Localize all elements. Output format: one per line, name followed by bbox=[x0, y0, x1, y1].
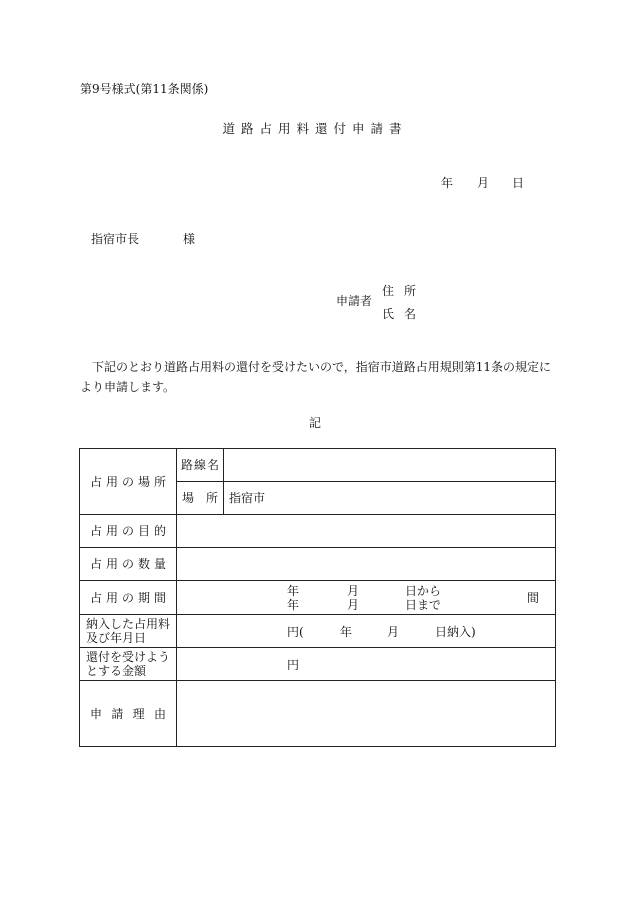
table-row-period bbox=[80, 581, 556, 615]
addressee-name: 指宿市長 bbox=[91, 232, 140, 246]
reason-value[interactable] bbox=[177, 681, 556, 747]
table-row-refund bbox=[80, 648, 556, 681]
paid-label bbox=[80, 615, 177, 648]
route-name-value[interactable] bbox=[224, 449, 556, 482]
applicant-address-label: 住所 bbox=[382, 284, 427, 298]
period-label: 占用の期間 bbox=[80, 581, 177, 615]
location-label: 占用の場所 bbox=[80, 449, 177, 515]
applicant-label: 申請者 bbox=[336, 294, 373, 308]
paid-month-label: 月 bbox=[387, 625, 400, 639]
applicant-name-label: 氏名 bbox=[382, 307, 427, 321]
reason-label: 申請理由 bbox=[80, 681, 177, 747]
application-table bbox=[79, 448, 556, 747]
document-title: 道路占用料還付申請書 bbox=[222, 121, 408, 136]
period-end-month: 月 bbox=[347, 598, 360, 612]
refund-yen-label: 円 bbox=[287, 658, 300, 672]
refund-label bbox=[80, 648, 177, 681]
period-value[interactable] bbox=[177, 581, 556, 615]
period-duration-label: 間 bbox=[527, 591, 540, 605]
paid-year-label: 年 bbox=[340, 625, 353, 639]
period-from-label: 日から bbox=[405, 584, 442, 598]
date-month-label: 月 bbox=[477, 176, 490, 190]
quantity-value[interactable] bbox=[177, 548, 556, 581]
form-number: 第9号様式(第11条関係) bbox=[80, 82, 209, 96]
period-start-month: 月 bbox=[347, 584, 360, 598]
place-label: 場所 bbox=[177, 482, 224, 515]
period-until-label: 日まで bbox=[405, 598, 442, 612]
paid-yen-label: 円( bbox=[287, 625, 304, 639]
place-value[interactable]: 指宿市 bbox=[224, 482, 556, 515]
purpose-value[interactable] bbox=[177, 515, 556, 548]
date-day-label: 日 bbox=[512, 176, 525, 190]
paid-label-line1: 納入した占用料 bbox=[86, 617, 171, 631]
addressee-honorific: 様 bbox=[183, 232, 196, 246]
quantity-label: 占用の数量 bbox=[80, 548, 177, 581]
ki-heading: 記 bbox=[308, 416, 321, 430]
table-row-purpose bbox=[80, 515, 556, 548]
refund-value[interactable] bbox=[177, 648, 556, 681]
refund-label-line2: とする金額 bbox=[86, 664, 147, 678]
period-start-year: 年 bbox=[287, 584, 300, 598]
paid-day-label: 日納入) bbox=[435, 625, 476, 639]
period-end-year: 年 bbox=[287, 598, 300, 612]
table-row-route bbox=[80, 449, 556, 482]
paid-value[interactable] bbox=[177, 615, 556, 648]
table-row-paid bbox=[80, 615, 556, 648]
date-year-label: 年 bbox=[441, 176, 454, 190]
refund-label-line1: 還付を受けよう bbox=[86, 650, 171, 664]
purpose-label: 占用の目的 bbox=[80, 515, 177, 548]
table-row-reason bbox=[80, 681, 556, 747]
application-statement: 下記のとおり道路占用料の還付を受けたいので，指宿市道路占用規則第11条の規定により申請します。 bbox=[80, 360, 552, 394]
route-name-label: 路線名 bbox=[177, 449, 224, 482]
paid-label-line2: 及び年月日 bbox=[86, 631, 147, 645]
table-row-quantity bbox=[80, 548, 556, 581]
